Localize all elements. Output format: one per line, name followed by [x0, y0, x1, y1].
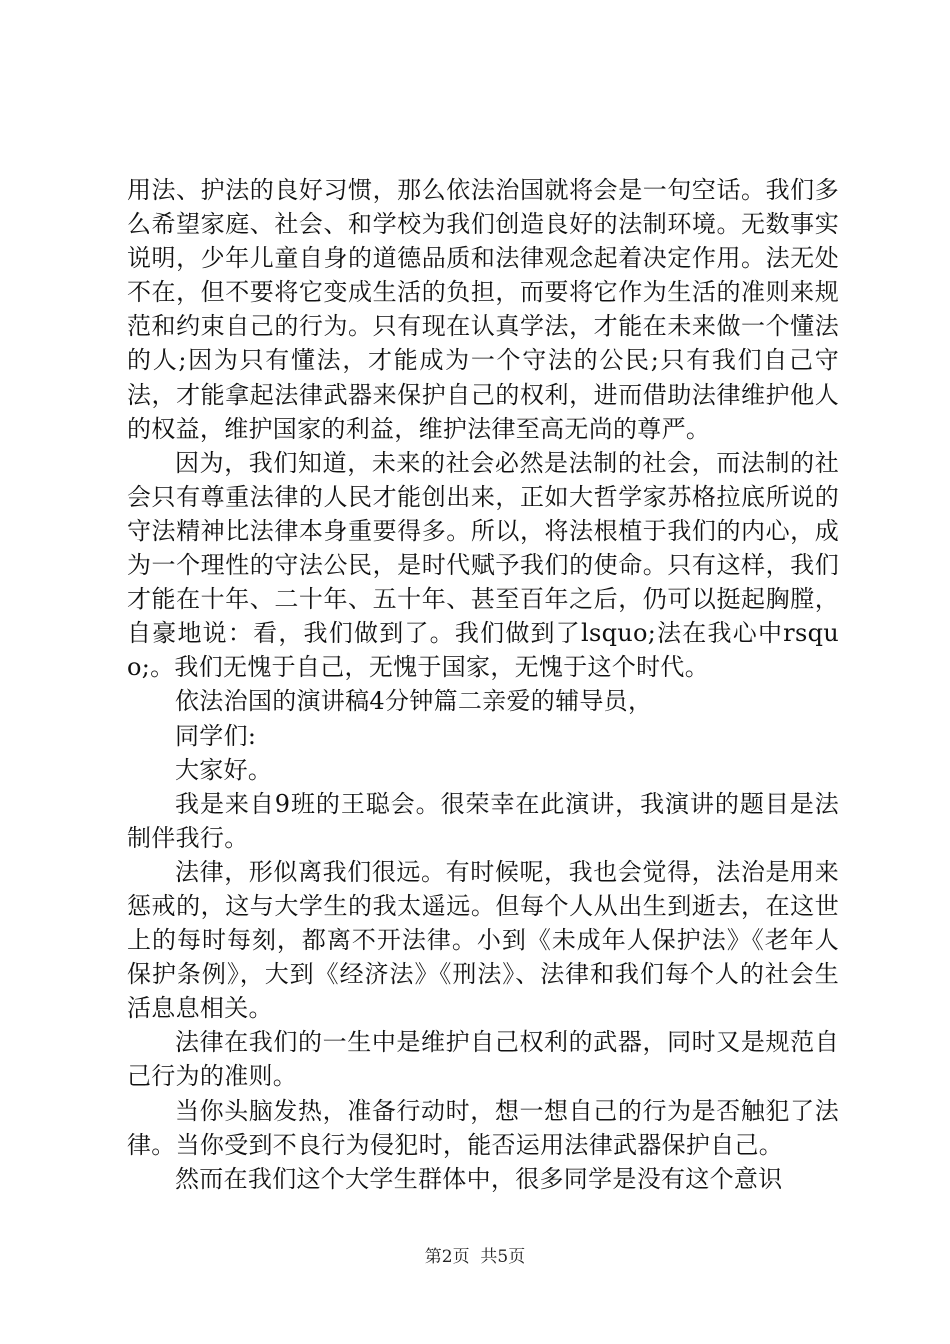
- paragraph: 我是来自9班的王聪会。很荣幸在此演讲，我演讲的题目是法制伴我行。: [127, 789, 839, 852]
- paragraph-continuation: 用法、护法的良好习惯，那么依法治国就将会是一句空话。我们多么希望家庭、社会、和学校为我们创造良好的法制环境。无数事实说明，少年儿童自身的道德品质和法律观念起着决定作用。法无处不在，但不要将它变成生活的负担，而要将它作为生活的准则来规范和约束自己的行为。只有现在认真学法，才能在未来做一个懂法的人;因为只有懂法，才能成为一个守法的公民;只有我们自己守法，才能拿起法律武器来保护自己的权利，进而借助法律维护他人的权益，维护国家的利益，维护法律至高无尚的尊严。: [127, 176, 839, 443]
- paragraph: 当你头脑发热，准备行动时，想一想自己的行为是否触犯了法律。当你受到不良行为侵犯时，能否运用法律武器保护自己。: [127, 1096, 839, 1159]
- paragraph-truncated: 然而在我们这个大学生群体中，很多同学是没有这个意识: [175, 1164, 783, 1193]
- page-footer: [0, 1242, 950, 1267]
- page-number: 第2页: [424, 1247, 470, 1267]
- paragraph-section-title: 依法治国的演讲稿4分钟篇二亲爱的辅导员，: [175, 687, 653, 716]
- page-total: 共5页: [480, 1247, 526, 1267]
- paragraph-greeting: 大家好。: [175, 755, 273, 784]
- paragraph-salutation: 同学们:: [175, 721, 257, 750]
- document-body: [127, 173, 839, 1196]
- paragraph: 因为，我们知道，未来的社会必然是法制的社会，而法制的社会只有尊重法律的人民才能创出来，正如大哲学家苏格拉底所说的守法精神比法律本身重要得多。所以，将法根植于我们的内心，成为一个理性的守法公民，是时代赋予我们的使命。只有这样，我们才能在十年、二十年、五十年、甚至百年之后，仍可以挺起胸膛，自豪地说：看，我们做到了。我们做到了lsquo;法在我心中rsquo;。我们无愧于自己，无愧于国家，无愧于这个时代。: [127, 448, 839, 682]
- paragraph: 法律，形似离我们很远。有时候呢，我也会觉得，法治是用来惩戒的，这与大学生的我太遥远。但每个人从出生到逝去，在这世上的每时每刻，都离不开法律。小到《未成年人保护法》《老年人保护条例》，大到《经济法》《刑法》、法律和我们每个人的社会生活息息相关。: [127, 857, 839, 1023]
- paragraph: 法律在我们的一生中是维护自己权利的武器，同时又是规范自己行为的准则。: [127, 1028, 839, 1091]
